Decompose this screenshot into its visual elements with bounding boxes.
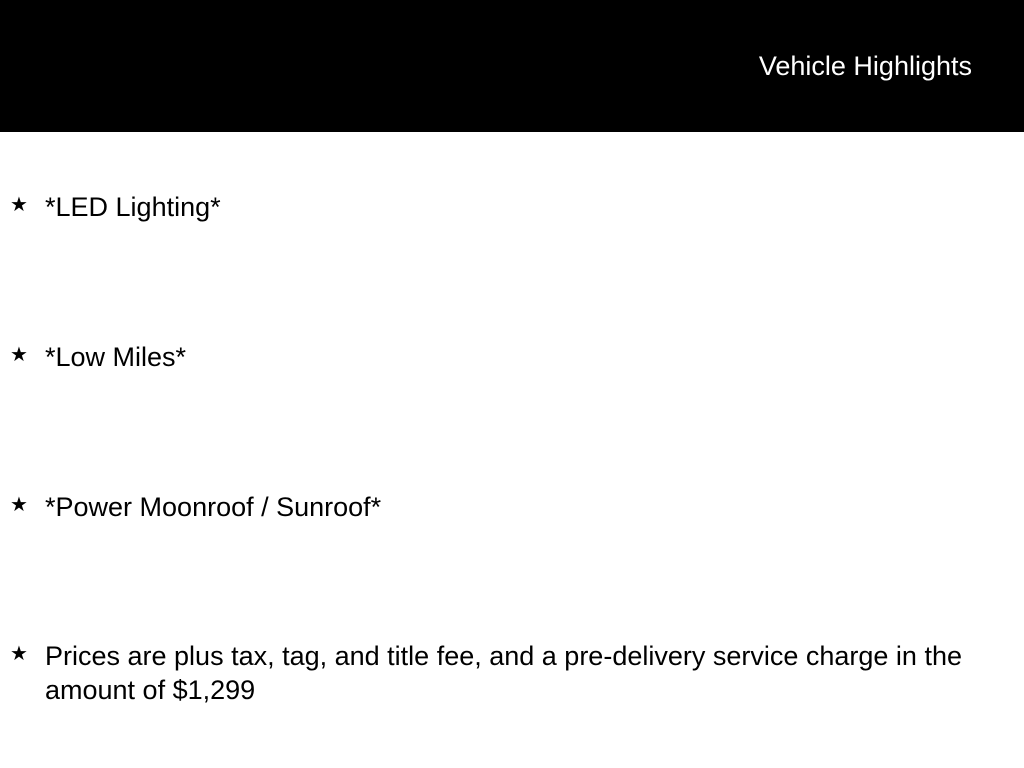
highlight-text: *Low Miles*	[45, 342, 187, 372]
page-title: Vehicle Highlights	[758, 51, 972, 81]
highlight-text: *Power Moonroof / Sunroof*	[45, 492, 382, 522]
highlight-text: *LED Lighting*	[45, 192, 221, 222]
star-icon: ★	[10, 194, 28, 216]
star-icon: ★	[10, 344, 28, 366]
star-icon: ★	[10, 643, 28, 665]
star-icon: ★	[10, 494, 28, 516]
highlight-text: Prices are plus tax, tag, and title fee, and a pre-delivery service charge in the amount of $1,299	[45, 641, 962, 705]
